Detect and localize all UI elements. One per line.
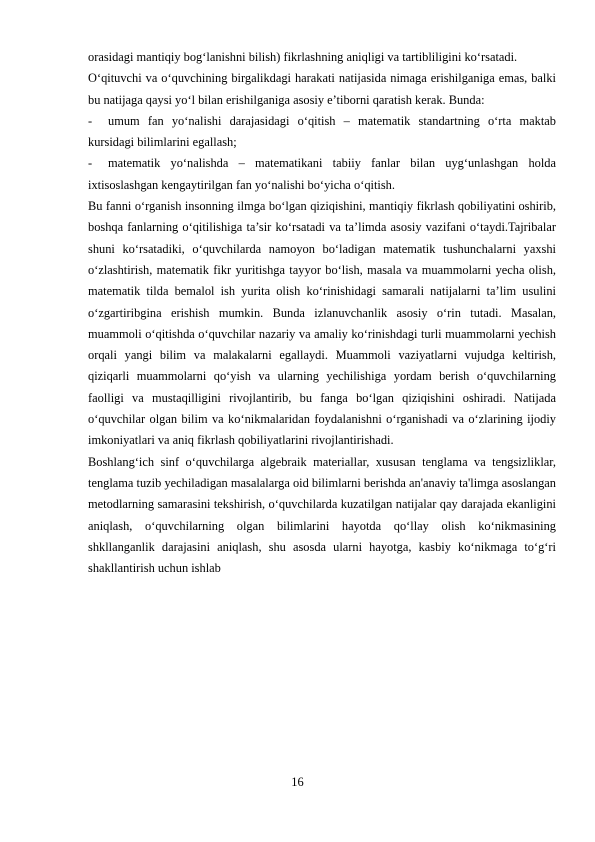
bullet-item-general-text: umum fan yo‘nalishi darajasidagi o‘qitish – matematik standartning o‘rta maktab kursidagi bilimlarini egallash; — [88, 113, 556, 150]
bullet-item-math-text: matematik yo‘nalishda – matematikani tabiiy fanlar bilan uyg‘unlashgan holda ixtisoslashgan kengaytirilgan fan yo‘nalishi bo‘yicha o‘qitish. — [88, 156, 556, 192]
bullet-marker: - — [88, 156, 93, 171]
bullet-item-general — [88, 111, 556, 154]
paragraph-teacher-student-text: O‘qituvchi va o‘quvchining birgalikdagi harakati natijasida nimaga erishilganiga emas, balki bu natijaga qaysi yo‘l bilan erishilganiga asosiy e’tiborni qaratish kerak. Bunda: — [88, 71, 556, 107]
paragraph-primary-school: Boshlang‘ich sinf o‘quvchilarga algebraik materiallar, xususan tenglama va tengsizliklar, tenglama tuzib yechiladigan masalalarga oid bilimlarni berishda an'anaviy ta'limga asoslangan metodlarning samarasini tekshirish, o‘quvchilarda kuzatilgan natijalar qay darajada ekanligini aniqlash, o‘quvchilarning olgan bilimlarini hayotda qo‘llay olish ko‘nikmasining shkllanganlik darajasini aniqlash, shu asosda ularni hayotga, kasbiy ko‘nikmaga to‘g‘ri shakllantirish uchun ishlab — [88, 454, 556, 576]
bullet-marker: - — [88, 113, 93, 128]
paragraph-teacher-student — [88, 68, 556, 111]
paragraph-continuation: orasidagi mantiqiy bog‘lanishni bilish) fikrlashning aniqligi va tartibliligini ko‘rsatadi. — [88, 50, 518, 64]
page-number: 16 — [291, 775, 304, 789]
paragraph-subject-study: Bu fanni o‘rganish insonning ilmga bo‘lgan qiziqishini, mantiqiy fikrlash qobiliyatini oshirib, boshqa fanlarning o‘qitilishiga ta’sir ko‘rsatadi va ta’limda asosiy vazifani o‘taydi.Tajribalar shuni ko‘rsatadiki, o‘quvchilarda namoyon bo‘ladigan matematik tushunchalarni yaxshi o‘zlashtirish, matematik fikr yuritishga tayyor bo‘lish, masala va muammolarni yecha olish, matematik tilda bemalol ish yurita olish ko‘rinishidagi samarali natijalarni ta’lim usulini o‘zgartiribgina erishish mumkin. Bunda izlanuvchanlik asosiy o‘rin tutadi. Masalan, muammoli o‘qitishda o‘quvchilar nazariy va amaliy ko‘rinishdagi turli muammolarni yechish orqali yangi bilim va malakalarni egallaydi. Muammoli vaziyatlarni vujudga keltirish, qiziqarli muammolarni qo‘yish va ularning yechilishiga yordam berish o‘quvchilarning faolligi va mustaqilligini rivojlantirib, bu fanga bo‘lgan qiziqishini oshiradi. Natijada o‘quvchilar olgan bilim va ko‘nikmalaridan foydalanishni o‘rganishadi va o‘zlarining ijodiy imkoniyatlari va aniq fikrlash qobiliyatlarini rivojlantirishadi. — [88, 199, 556, 448]
body-text — [88, 47, 556, 579]
bullet-item-math — [88, 153, 556, 196]
